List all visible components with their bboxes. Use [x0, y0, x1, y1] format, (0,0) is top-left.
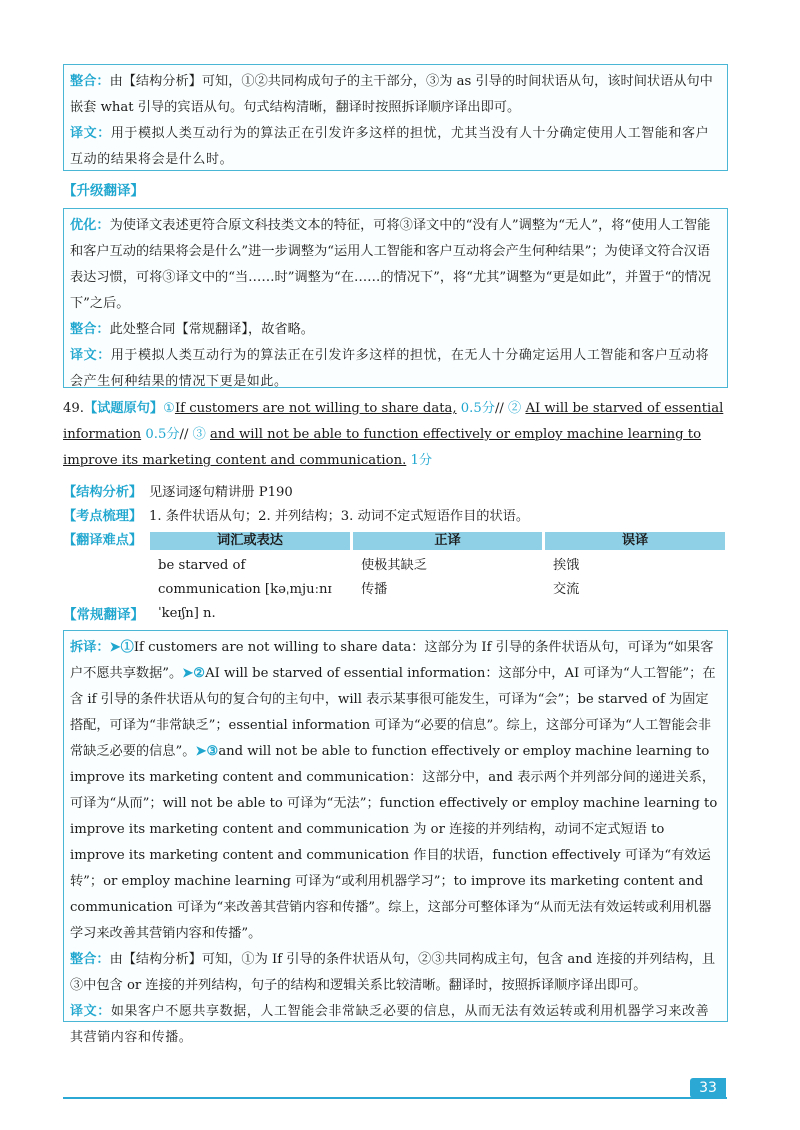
difficulty-table [150, 532, 728, 621]
integration-para-1 [70, 69, 721, 121]
translation-text: 用于模拟人类互动行为的算法正在引发许多这样的担忧，尤其当没有人十分确定使用人工智能和客户互动的结果将会是什么时。 [70, 126, 710, 167]
clause-1: If customers are not willing to share data, [174, 401, 457, 416]
regular-translation-box [63, 630, 728, 1045]
translation-text: 如果客户不愿共享数据，人工智能会非常缺乏必要的信息，从而无法有效运转或利用机器学习来改善其营销内容和传播。 [70, 1004, 710, 1045]
label-translation: 译文： [70, 348, 111, 363]
separator-1: // [494, 401, 504, 416]
label-translation: 译文： [70, 1004, 111, 1019]
marker-2: ② [508, 401, 522, 416]
exam-points-text: 1. 条件状语从句；2. 并列结构；3. 动词不定式短语作目的状语。 [149, 509, 530, 524]
regular-heading: 【常规翻译】 [63, 607, 144, 623]
structure-analysis-text: 见逐词逐句精讲册 P190 [149, 485, 293, 500]
footer-line [63, 1097, 727, 1099]
header-correct: 正译 [353, 532, 542, 550]
translation-para-3 [70, 999, 721, 1051]
translation-para-1 [70, 121, 721, 173]
table-row [150, 578, 728, 621]
score-1: 0.5分 [460, 401, 495, 416]
integration-text: 由【结构分析】可知，①为 If 引导的条件状语从句，②③共同构成主句，包含 and 连接的并列结构，且③中包含 or 连接的并列结构，句子的结构和逻辑关系比较清晰。翻译时，按照拆译顺序译出即可。 [70, 952, 716, 993]
difficulty-label: 【翻译难点】 [63, 533, 143, 548]
label-translation: 译文： [70, 126, 111, 141]
integration-text: 此处整合同【常规翻译】，故省略。 [109, 322, 314, 337]
page-number: 33 [690, 1078, 726, 1098]
translation-para-2 [70, 343, 721, 395]
cell-wrong: 挨饿 [553, 558, 580, 573]
question-49-sentence [63, 396, 728, 474]
table-header [150, 532, 728, 550]
cell-wrong: 交流 [553, 582, 580, 597]
question-number: 49. [63, 401, 84, 416]
split-translation-para [70, 635, 721, 947]
marker-1: ① [163, 401, 175, 416]
cell-expression: communication [kəˌmjuːnɪˈkeɪʃn] n. [158, 582, 332, 621]
clause-3: and will not be able to function effectively or employ machine learning to improve its marketing content and communication. [63, 427, 702, 468]
cell-expression: be starved of [158, 558, 246, 573]
upgrade-box [63, 208, 728, 388]
separator-2: // [179, 427, 189, 442]
label-integration: 整合： [70, 322, 110, 337]
label-integration: 整合： [70, 74, 110, 89]
upgrade-heading: 【升级翻译】 [63, 183, 144, 199]
score-2: 0.5分 [145, 427, 180, 442]
integration-para-3 [70, 947, 721, 999]
label-optimize: 优化： [70, 218, 110, 233]
original-sentence-tag: 【试题原句】 [83, 401, 164, 416]
arrow-icon-1: ➤① [109, 640, 134, 655]
integration-box-1 [63, 64, 728, 171]
difficulty-row [63, 530, 149, 552]
structure-analysis-label: 【结构分析】 [63, 485, 143, 500]
arrow-icon-2: ➤② [182, 666, 206, 681]
header-wrong: 误译 [545, 532, 725, 550]
table-row [150, 554, 728, 578]
arrow-icon-3: ➤③ [195, 744, 219, 759]
optimize-text: 为使译文表述更符合原文科技类文本的特征，可将③译文中的“没有人”调整为“无人”，将“使用人工智能和客户互动的结果将会是什么”进一步调整为“运用人工智能和客户互动将会产生何种结果”；为使译文符合汉语表达习惯，可将③译文中的“当……时”调整为“在……的情况下”，将“尤其”调整为“更是如此”，并置于“的情况下”之后。 [70, 218, 711, 311]
label-split: 拆译： [70, 640, 110, 655]
cell-correct: 传播 [361, 582, 388, 597]
optimize-para [70, 213, 721, 317]
marker-3: ③ [192, 427, 206, 442]
split-text-1: If customers are not willing to share data：这部分为 If 引导的条件状语从句，可译为“如果客户不愿共享数据”。 [70, 640, 714, 681]
integration-text: 由【结构分析】可知，①②共同构成句子的主干部分，③为 as 引导的时间状语从句，该时间状语从句中嵌套 what 引导的宾语从句。句式结构清晰，翻译时按照拆译顺序译出即可。 [70, 74, 713, 115]
cell-correct: 使极其缺乏 [361, 558, 427, 573]
exam-points-row [63, 506, 529, 528]
label-integration: 整合： [70, 952, 110, 967]
split-text-3: and will not be able to function effectively or employ machine learning to improve its marketing content and communication：这部分中，and 表示两个并列部分间的递进关系，可译为“从而”；will not be able to 可译为“无法”；function effectively or employ machine learning to improve its marketing content and communication 为 or 连接的并列结构，动词不定式短语 to improve its marketing content and communication 作目的状语，function effectively 可译为“有效运转”；or employ machine learning 可译为“或利用机器学习”；to improve its marketing content and communication 可译为“来改善其营销内容和传播”。综上，这部分可整体译为“从而无法有效运转或利用机器学习来改善其营销内容和传播”。 [70, 744, 718, 941]
integration-para-2 [70, 317, 721, 343]
translation-text: 用于模拟人类互动行为的算法正在引发许多这样的担忧，在无人十分确定运用人工智能和客户互动将会产生何种结果的情况下更是如此。 [70, 348, 710, 389]
exam-points-label: 【考点梳理】 [63, 509, 143, 524]
score-3: 1分 [410, 453, 433, 468]
split-text-2: AI will be starved of essential information：这部分中，AI 可译为“人工智能”；在含 if 引导的条件状语从句的复合句的主句中，will 表示某事很可能发生，可译为“会”；be starved of 为固定搭配，可译为“非常缺乏”；essential information 可译为“必要的信息”。综上，这部分可译为“人工智能会非常缺乏必要的信息”。 [70, 666, 716, 759]
clause-2: AI will be starved of essential information [63, 401, 724, 442]
structure-analysis-row [63, 482, 293, 504]
header-expression: 词汇或表达 [150, 532, 350, 550]
